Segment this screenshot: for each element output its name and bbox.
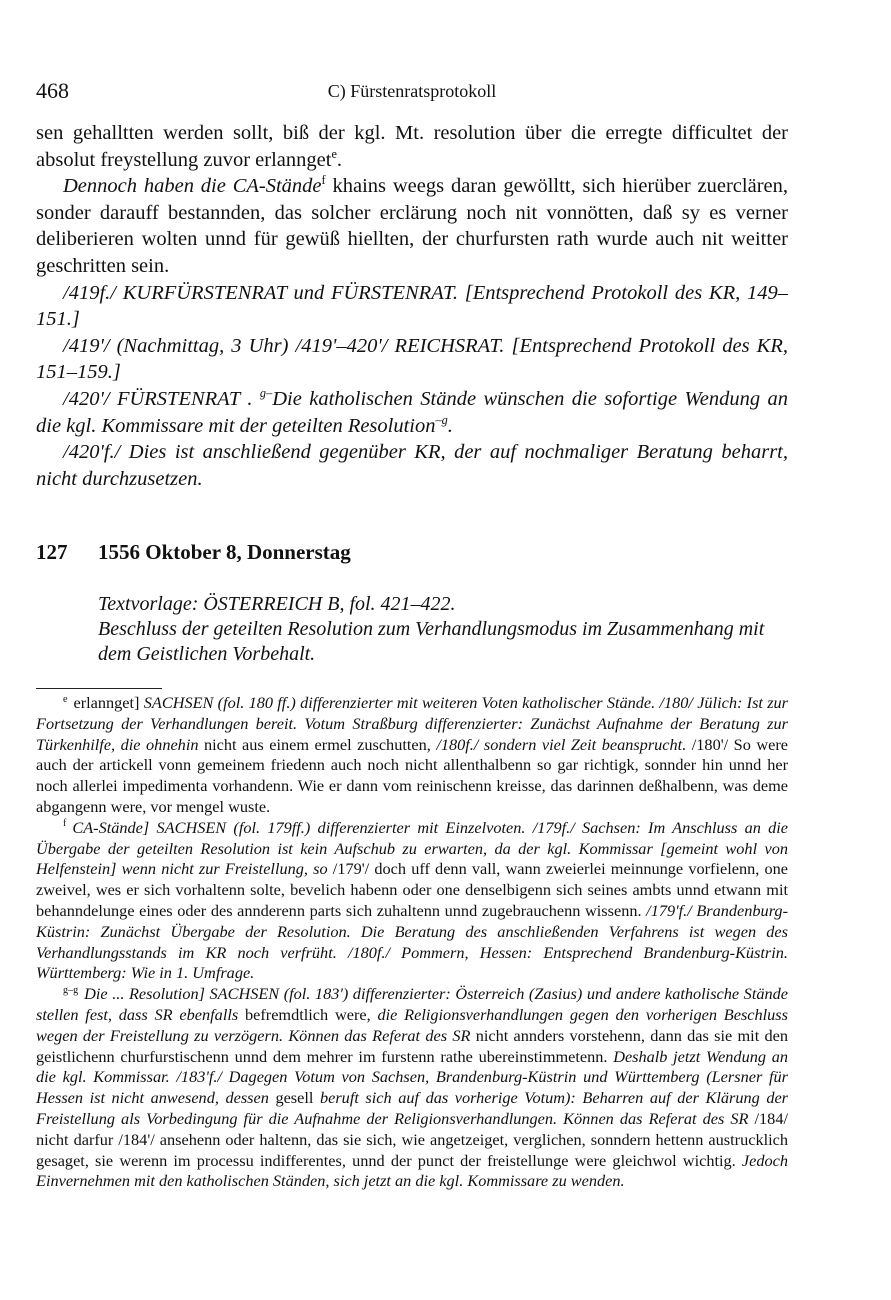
paragraph-text: khains weegs daran gewölltt, sich hierüber zuerclären, sonder darauff bestannden, das solcher erclärung noch nit vonnötten, daß sy es verner deliberieren wolten unnd für gewüß hiellten, der churfursten rath wurde auch nit weitter geschritten sein. xyxy=(36,175,788,277)
footnote-quote: /184/ nicht darfur /184'/ ansehenn oder haltenn, das sie sich, wie angetzeiget, verglichen, sonndern hettenn austrucklich gesaget, sie werenn im processu indifferentes, unnd der punct der freistellunge were gleichwol wichtig. xyxy=(36,1108,788,1170)
footnote-divider xyxy=(36,688,162,689)
paragraph-fuerstenrat xyxy=(36,386,788,439)
paragraph-kurfuerstenrat: /419f./ KURFÜRSTENRAT und FÜRSTENRAT. [Entsprechend Protokoll des KR, 149–151.] xyxy=(36,281,788,331)
footnote-italic: die Religionsverhandlungen gegen den vorherigen Beschluss wegen der Freistellung zu verzögern. Können das Referat des SR xyxy=(36,1004,788,1045)
paragraph-continuation xyxy=(36,120,788,173)
footnote-ref-f: f xyxy=(321,173,326,188)
footnote-mark-e: e xyxy=(63,693,68,705)
paragraph-text: Die katholischen Stände wünschen die sofortige Wendung an die kgl. Kommissare mit der geteilten Resolution xyxy=(36,387,788,437)
document-heading xyxy=(36,540,351,565)
document-date: 1556 Oktober 8, Donnerstag xyxy=(98,540,351,564)
footnote-e xyxy=(36,693,788,818)
main-text xyxy=(36,120,788,492)
footnote-lemma: erlannget] xyxy=(73,693,144,712)
document-number: 127 xyxy=(36,540,68,564)
paragraph-end: . xyxy=(336,148,343,171)
paragraph-italic-lead: Dennoch haben die CA-Stände xyxy=(63,175,322,198)
footnote-mark-g: g–g xyxy=(63,984,79,996)
paragraph-beharrt: /420'f./ Dies ist anschließend gegenüber KR, der auf nochmaliger Beratung beharrt, nicht durchzusetzen. xyxy=(36,441,788,490)
document-summary: Beschluss der geteilten Resolution zum Verhandlungsmodus im Zusammenhang mit dem Geistlichen Vorbehalt. xyxy=(98,618,765,665)
paragraph-text: sen gehalltten werden sollt, biß der kgl. Mt. resolution über die erregte difficultet der absolut freystellung zuvor erlannget xyxy=(36,122,788,171)
footnote-quote: /180'/ So were auch der artickell vonn gemeinem friedenn auch noch nicht allenthalbenn so gar richtigk, sonnder hin unnd her noch allerlei impedimenta vorhandenn. Wie er dann vom reinischenn kreisse, das darinnen deßhalbenn, was deme abgangenn were, vor mengel wuste. xyxy=(36,734,789,816)
paragraph-end: . xyxy=(447,414,453,437)
footnote-italic: CA-Stände] SACHSEN (fol. 179ff.) differenzierter mit Einzelvoten. /179f./ Sachsen: Im Anschluss an die Übergabe der geteilten Resolution ist kein Aufschub zu erwarten, da der kgl. Kommissar [gemeint wohl von Helfenstein] wenn nicht zur Freistellung, so xyxy=(36,817,788,879)
paragraph-reichsrat: /419'/ (Nachmittag, 3 Uhr) /419'–420'/ REICHSRAT. [Entsprechend Protokoll des KR, 151–159.] xyxy=(36,334,788,384)
paragraph-ca-staende xyxy=(36,173,788,279)
footnote-quote: /179'/ doch uff denn vall, wann zweierlei meinnunge vorfielenn, one zweivel, wes er sich vorhaltenn solte, bevelich habenn oder one denselbigenn sich seines ambts unnd etwann mit behanndelunge eines oder des annderenn parts sich zuhaltenn unnd zugebrauchenn wissenn. xyxy=(36,859,788,920)
footnote-italic: /180f./ sondern viel Zeit beansprucht. xyxy=(436,734,692,754)
footnote-g xyxy=(36,984,788,1192)
footnote-f xyxy=(36,818,788,984)
footnote-ref-g-open: g– xyxy=(259,386,273,401)
footnote-quote: gesell xyxy=(275,1088,320,1108)
running-title: C) Fürstenratsprotokoll xyxy=(327,81,497,101)
footnote-quote: befremdtlich were, xyxy=(245,1004,378,1024)
paragraph-text: /420'/ FÜRSTENRAT . xyxy=(63,387,260,410)
footnote-quote: nicht annders vorstehenn, dann das sie mit den geistlichenn churfurstischenn unnd dem mehrer im furstenn rathe ubereinstimmetenn. xyxy=(36,1025,788,1066)
footnote-mark-f: f xyxy=(63,818,67,830)
footnote-quote: nicht aus einem ermel zuschutten, xyxy=(204,734,437,754)
footnote-italic: beruft sich auf das vorherige Votum): Beharren auf der Klärung der Freistellung als Vorbedingung für die Aufnahme der Religionsverhandlungen. Können das Referat des SR xyxy=(36,1088,789,1128)
source-block xyxy=(98,592,788,667)
footnote-ref-e: e xyxy=(331,146,337,161)
footnotes xyxy=(36,693,788,1192)
footnote-italic: Jedoch Einvernehmen mit den katholischen Ständen, sich jetzt an die kgl. Kommissare zu wenden. xyxy=(36,1150,788,1191)
text-source: Textvorlage: ÖSTERREICH B, fol. 421–422. xyxy=(98,593,456,615)
footnote-italic: /179'f./ Brandenburg-Küstrin: Zunächst Übergabe der Resolution. Die Beratung des anschließenden Verfahrens ist wegen des Verhandlungsstands im KR noch verfrüht. /180f./ Pommern, Hessen: Entsprechend Brandenburg-Küstrin. Württemberg: Wie in 1. Umfrage. xyxy=(36,900,788,983)
footnote-italic: SACHSEN (fol. 180 ff.) differenzierter mit weiteren Voten katholischer Stände. /180/ Jülich: Ist zur Fortsetzung der Verhandlungen bereit. Votum Straßburg differenzierter: Zunächst Aufnahme der Beratung zur Türkenhilfe, die ohnehin xyxy=(36,693,789,754)
footnote-ref-g-close: –g xyxy=(435,412,448,427)
footnote-italic: Die ... Resolution] SACHSEN (fol. 183') differenzierter: Österreich (Zasius) und andere katholische Stände stellen fest, dass SR ebenfalls xyxy=(36,984,788,1024)
footnote-italic: Deshalb jetzt Wendung an die kgl. Kommissar. /183'f./ Dagegen Votum von Sachsen, Brandenburg-Küstrin und Württemberg (Lersner für Hessen ist nicht anwesend, dessen xyxy=(36,1046,788,1108)
running-head xyxy=(36,78,788,106)
page-number: 468 xyxy=(36,78,69,103)
